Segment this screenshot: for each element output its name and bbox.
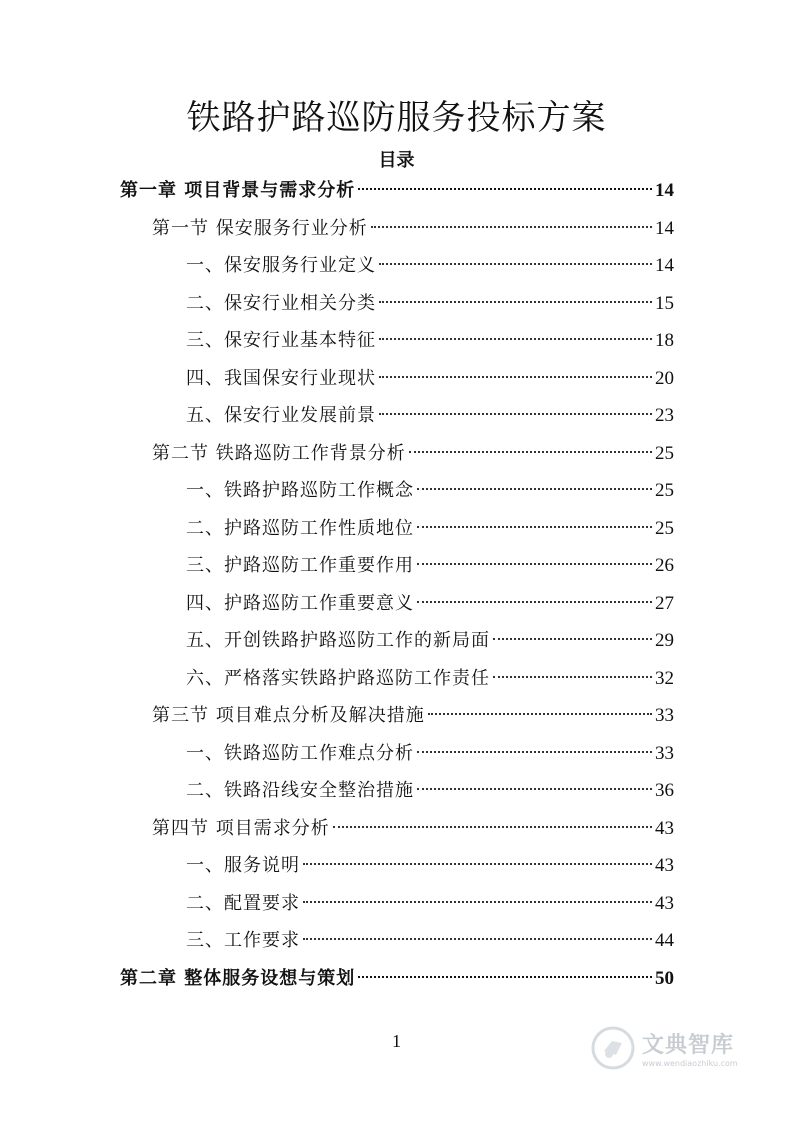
toc-entry-page: 25 bbox=[655, 480, 674, 501]
toc-leader-dots bbox=[379, 413, 652, 415]
toc-entry-page: 33 bbox=[655, 743, 674, 764]
toc-subsection-entry[interactable] bbox=[186, 326, 674, 356]
toc-leader-dots bbox=[493, 638, 652, 640]
toc-subsection-entry[interactable] bbox=[186, 626, 674, 656]
toc-leader-dots bbox=[417, 751, 652, 753]
toc-entry-label: 一、服务说明 bbox=[186, 855, 300, 876]
toc-subsection-entry[interactable] bbox=[186, 664, 674, 694]
toc-leader-dots bbox=[417, 526, 652, 528]
toc-leader-dots bbox=[417, 563, 652, 565]
toc-subsection-entry[interactable] bbox=[186, 476, 674, 506]
toc-entry-page: 23 bbox=[655, 405, 674, 426]
toc-entry-label: 五、开创铁路护路巡防工作的新局面 bbox=[186, 630, 490, 651]
toc-entry-label: 第二章 整体服务设想与策划 bbox=[120, 968, 356, 989]
toc-entry-label: 四、我国保安行业现状 bbox=[186, 368, 376, 389]
toc-entry-label: 第二节 铁路巡防工作背景分析 bbox=[152, 443, 406, 464]
toc-leader-dots bbox=[333, 826, 652, 828]
toc-leader-dots bbox=[303, 938, 652, 940]
toc-entry-label: 第一节 保安服务行业分析 bbox=[152, 218, 368, 239]
toc-entry-page: 18 bbox=[655, 330, 674, 351]
toc-entry-label: 四、护路巡防工作重要意义 bbox=[186, 593, 414, 614]
toc-entry-page: 26 bbox=[655, 555, 674, 576]
toc-heading: 目录 bbox=[378, 150, 415, 171]
toc-entry-page: 27 bbox=[655, 593, 674, 614]
toc-leader-dots bbox=[303, 863, 652, 865]
toc-leader-dots bbox=[379, 263, 652, 265]
page-number: 1 bbox=[392, 1031, 401, 1051]
toc-subsection-entry[interactable] bbox=[186, 776, 674, 806]
toc-entry-page: 50 bbox=[655, 968, 674, 989]
toc-entry-label: 五、保安行业发展前景 bbox=[186, 405, 376, 426]
toc-entry-label: 一、铁路护路巡防工作概念 bbox=[186, 480, 414, 501]
toc-subsection-entry[interactable] bbox=[186, 289, 674, 319]
toc-chapter-entry[interactable] bbox=[120, 964, 674, 994]
toc-entry-page: 25 bbox=[655, 518, 674, 539]
toc-subsection-entry[interactable] bbox=[186, 926, 674, 956]
toc-leader-dots bbox=[428, 713, 652, 715]
toc-entry-page: 43 bbox=[655, 818, 674, 839]
toc-entry-page: 15 bbox=[655, 293, 674, 314]
toc-entry-page: 36 bbox=[655, 780, 674, 801]
toc-section-entry[interactable] bbox=[152, 701, 674, 731]
watermark-url: www.wendiaozhiku.com bbox=[642, 1059, 738, 1068]
toc-entry-label: 三、护路巡防工作重要作用 bbox=[186, 555, 414, 576]
toc-entry-label: 三、工作要求 bbox=[186, 930, 300, 951]
toc-entry-label: 第一章 项目背景与需求分析 bbox=[120, 180, 356, 201]
toc-leader-dots bbox=[358, 976, 652, 978]
toc-leader-dots bbox=[303, 901, 652, 903]
toc-entry-label: 六、严格落实铁路护路巡防工作责任 bbox=[186, 668, 490, 689]
toc-entry-page: 43 bbox=[655, 893, 674, 914]
toc-subsection-entry[interactable] bbox=[186, 401, 674, 431]
toc-leader-dots bbox=[358, 188, 652, 190]
toc-leader-dots bbox=[409, 451, 652, 453]
toc-leader-dots bbox=[371, 226, 652, 228]
toc-leader-dots bbox=[379, 301, 652, 303]
toc-entry-page: 32 bbox=[655, 668, 674, 689]
toc-entry-label: 三、保安行业基本特征 bbox=[186, 330, 376, 351]
doc-logo-icon bbox=[590, 1025, 636, 1071]
toc-leader-dots bbox=[379, 338, 652, 340]
toc-entry-page: 14 bbox=[655, 180, 674, 201]
toc-leader-dots bbox=[417, 601, 652, 603]
toc-section-entry[interactable] bbox=[152, 214, 674, 244]
toc-leader-dots bbox=[417, 788, 652, 790]
watermark bbox=[590, 1020, 750, 1076]
toc-subsection-entry[interactable] bbox=[186, 514, 674, 544]
toc-entry-label: 第四节 项目需求分析 bbox=[152, 818, 330, 839]
toc-entry-page: 33 bbox=[655, 705, 674, 726]
toc-subsection-entry[interactable] bbox=[186, 739, 674, 769]
toc-entry-label: 一、铁路巡防工作难点分析 bbox=[186, 743, 414, 764]
toc-subsection-entry[interactable] bbox=[186, 889, 674, 919]
toc-entry-page: 14 bbox=[655, 255, 674, 276]
toc-leader-dots bbox=[379, 376, 652, 378]
toc-entry-label: 第三节 项目难点分析及解决措施 bbox=[152, 705, 425, 726]
toc-subsection-entry[interactable] bbox=[186, 851, 674, 881]
toc-subsection-entry[interactable] bbox=[186, 364, 674, 394]
toc-entry-page: 29 bbox=[655, 630, 674, 651]
toc-entry-page: 20 bbox=[655, 368, 674, 389]
toc-section-entry[interactable] bbox=[152, 439, 674, 469]
toc-subsection-entry[interactable] bbox=[186, 251, 674, 281]
toc-entry-page: 25 bbox=[655, 443, 674, 464]
toc-section-entry[interactable] bbox=[152, 814, 674, 844]
toc-entry-page: 44 bbox=[655, 930, 674, 951]
toc-chapter-entry[interactable] bbox=[120, 176, 674, 206]
toc-entry-label: 二、配置要求 bbox=[186, 893, 300, 914]
watermark-name: 文典智库 bbox=[642, 1033, 735, 1058]
toc-leader-dots bbox=[417, 488, 652, 490]
toc-entry-label: 二、保安行业相关分类 bbox=[186, 293, 376, 314]
toc-subsection-entry[interactable] bbox=[186, 551, 674, 581]
toc-subsection-entry[interactable] bbox=[186, 589, 674, 619]
toc-entry-page: 43 bbox=[655, 855, 674, 876]
toc-entry-label: 二、护路巡防工作性质地位 bbox=[186, 518, 414, 539]
toc-entry-label: 二、铁路沿线安全整治措施 bbox=[186, 780, 414, 801]
document-title: 铁路护路巡防服务投标方案 bbox=[186, 98, 607, 138]
toc-entry-label: 一、保安服务行业定义 bbox=[186, 255, 376, 276]
toc-leader-dots bbox=[493, 676, 652, 678]
toc-entry-page: 14 bbox=[655, 218, 674, 239]
